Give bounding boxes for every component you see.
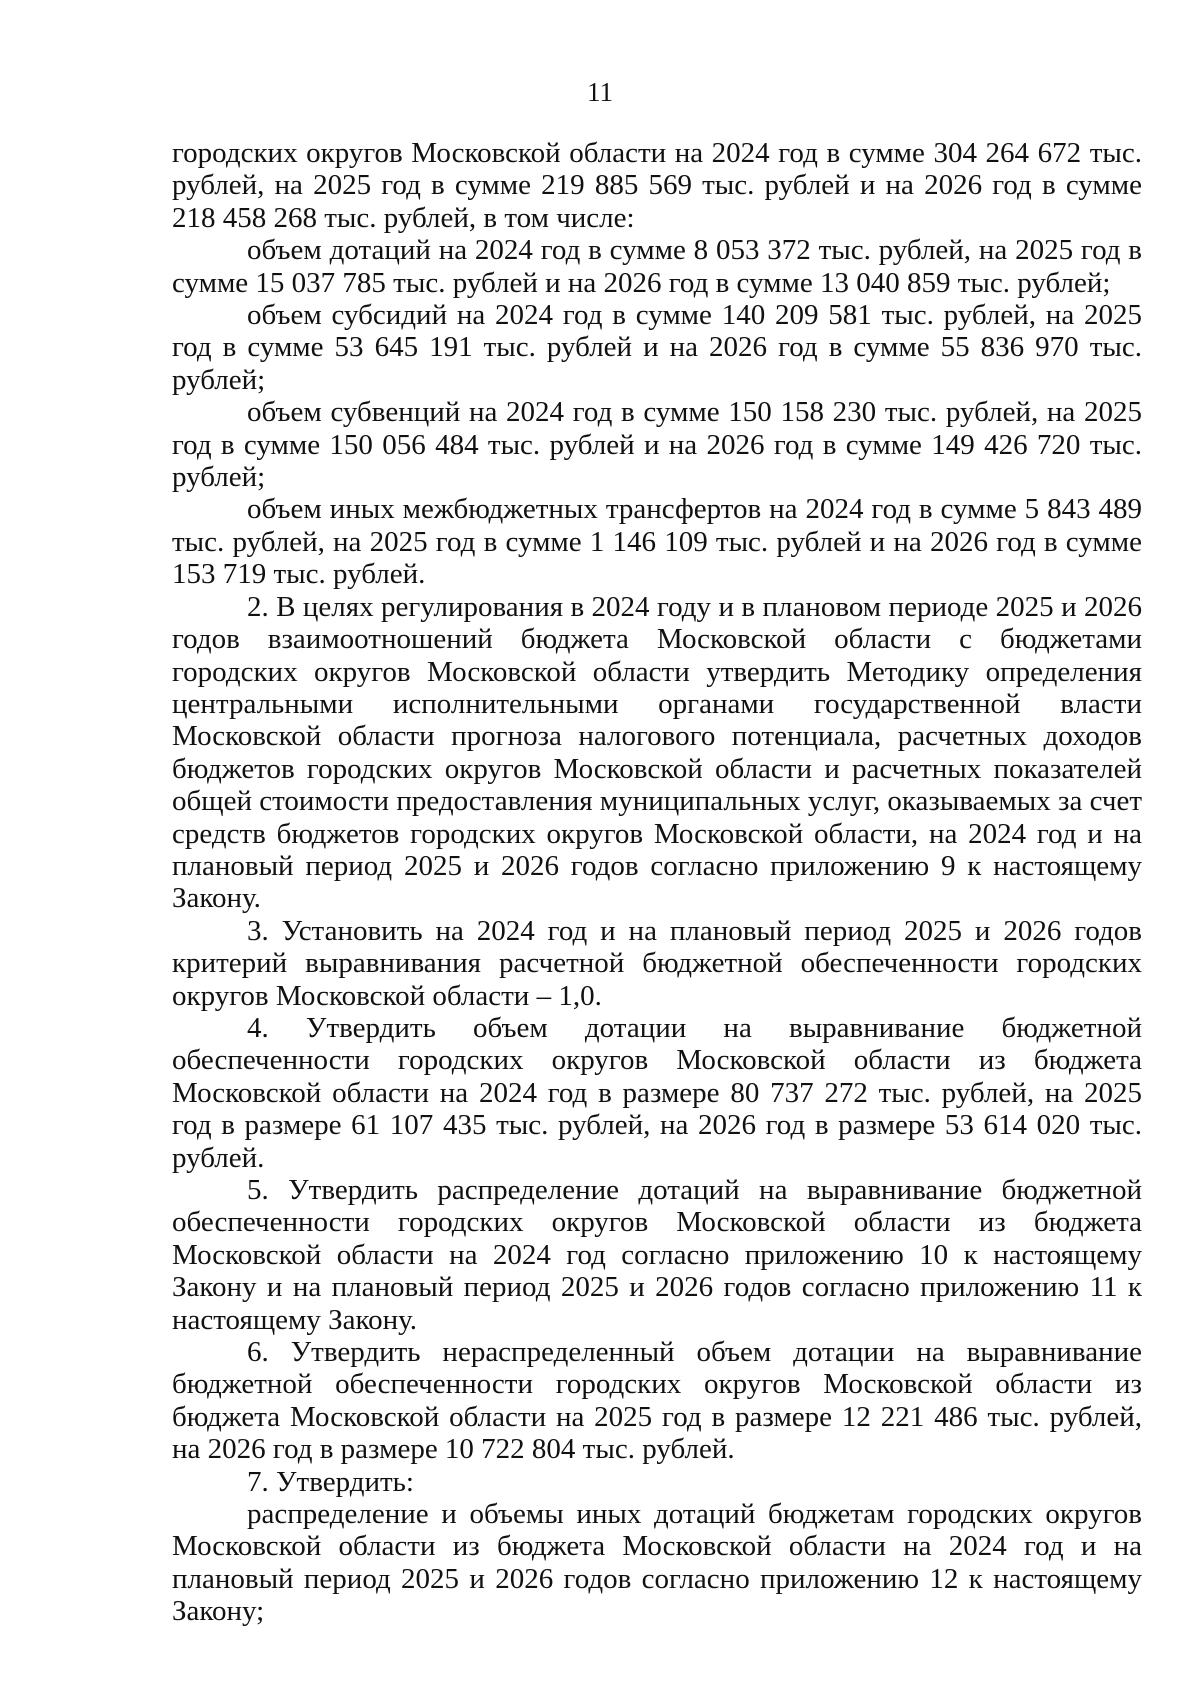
page-number: 11 — [587, 77, 613, 107]
paragraph-subsidies-dotations: объем дотаций на 2024 год в сумме 8 053 372 тыс. рублей, на 2025 год в сумме 15 037 785 тыс. рублей и на 2026 год в сумме 13 040 859 тыс. рублей; — [172, 234, 1142, 299]
paragraph-other-transfers: объем иных межбюджетных трансфертов на 2024 год в сумме 5 843 489 тыс. рублей, на 2025 год в сумме 1 146 109 тыс. рублей и на 2026 год в сумме 153 719 тыс. рублей. — [172, 493, 1142, 591]
paragraph-item-2: 2. В целях регулирования в 2024 году и в плановом периоде 2025 и 2026 годов взаимоотношений бюджета Московской области с бюджетами городских округов Московской области утвердить Методику определения центральными исполнительными органами государственной власти Московской области прогноза налогового потенциала, расчетных доходов бюджетов городских округов Московской области и расчетных показателей общей стоимости предоставления муниципальных услуг, оказываемых за счет средств бюджетов городских округов Московской области, на 2024 год и на плановый период 2025 и 2026 годов согласно приложению 9 к настоящему Закону. — [172, 590, 1142, 915]
paragraph-item-7: 7. Утвердить: — [247, 1465, 414, 1498]
document-body — [172, 137, 1142, 1628]
paragraph-item-6: 6. Утвердить нераспределенный объем дотации на выравнивание бюджетной обеспеченности городских округов Московской области из бюджета Московской области на 2025 год в размере 12 221 486 тыс. рублей, на 2026 год в размере 10 722 804 тыс. рублей. — [172, 1336, 1142, 1466]
paragraph-item-4: 4. Утвердить объем дотации на выравнивание бюджетной обеспеченности городских округов Московской области из бюджета Московской области на 2024 год в размере 80 737 272 тыс. рублей, на 2025 год в размере 61 107 435 тыс. рублей, на 2026 год в размере 53 614 020 тыс. рублей. — [172, 1011, 1142, 1174]
paragraph-subventions: объем субвенций на 2024 год в сумме 150 158 230 тыс. рублей, на 2025 год в сумме 150 056 484 тыс. рублей и на 2026 год в сумме 149 426 720 тыс. рублей; — [172, 396, 1142, 494]
paragraph-continuation: городских округов Московской области на 2024 год в сумме 304 264 672 тыс. рублей, на 2025 год в сумме 219 885 569 тыс. рублей и на 2026 год в сумме 218 458 268 тыс. рублей, в том числе: — [172, 137, 1142, 234]
paragraph-item-7-list: распределение и объемы иных дотаций бюджетам городских округов Московской области из бюджета Московской области на 2024 год и на плановый период 2025 и 2026 годов согласно приложению 12 к настоящему Закону; — [172, 1498, 1142, 1628]
paragraph-subsidies: объем субсидий на 2024 год в сумме 140 209 581 тыс. рублей, на 2025 год в сумме 53 645 191 тыс. рублей и на 2026 год в сумме 55 836 970 тыс. рублей; — [172, 299, 1142, 396]
paragraph-item-5: 5. Утвердить распределение дотаций на выравнивание бюджетной обеспеченности городских округов Московской области из бюджета Московской области на 2024 год согласно приложению 10 к настоящему Закону и на плановый период 2025 и 2026 годов согласно приложению 11 к настоящему Закону. — [172, 1174, 1142, 1336]
paragraph-item-3: 3. Установить на 2024 год и на плановый период 2025 и 2026 годов критерий выравнивания расчетной бюджетной обеспеченности городских округов Московской области – 1,0. — [172, 914, 1142, 1012]
